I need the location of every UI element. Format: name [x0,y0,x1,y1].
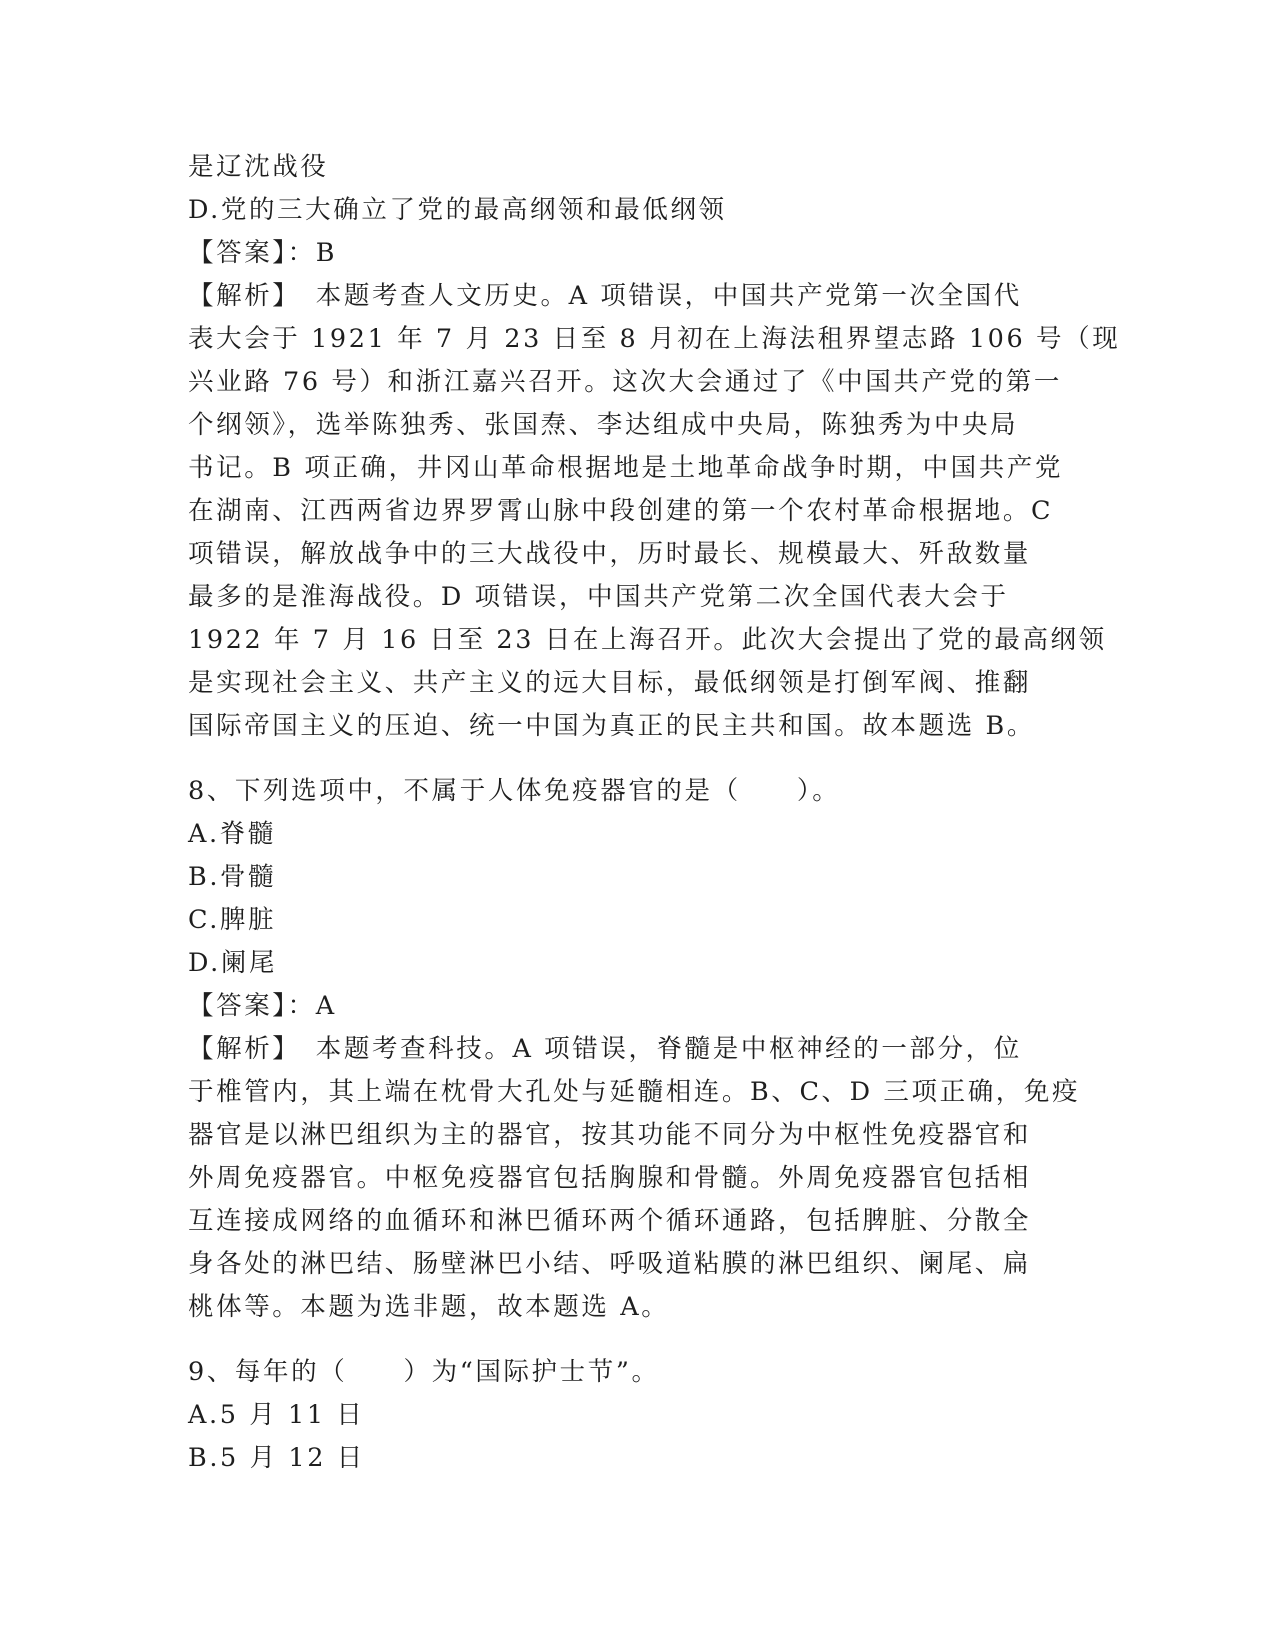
answer-line: 【答案】：A [188,991,337,1021]
option-d: D.党的三大确立了党的最高纲领和最低纲领 [188,195,727,225]
explanation-line: 在湖南、江西两省边界罗霄山脉中段创建的第一个农村革命根据地。C [188,496,1054,526]
explanation-line: 桃体等。本题为选非题，故本题选 A。 [188,1292,670,1322]
explanation-line: 器官是以淋巴组织为主的器官，按其功能不同分为中枢性免疫器官和 [188,1120,1032,1150]
explanation-line: 兴业路 76 号）和浙江嘉兴召开。这次大会通过了《中国共产党的第一 [188,367,1062,397]
explanation-line: 身各处的淋巴结、肠壁淋巴小结、呼吸道粘膜的淋巴组织、阑尾、扁 [188,1249,1032,1279]
explanation-line: 表大会于 1921 年 7 月 23 日至 8 月初在上海法租界望志路 106 号（现 [188,324,1121,354]
option-d: D.阑尾 [188,948,278,978]
question-9: 9、每年的（ ）为“国际护士节”。 [188,1357,660,1387]
explanation-line: 书记。B 项正确，井冈山革命根据地是土地革命战争时期，中国共产党 [188,453,1064,483]
explanation-line: 1922 年 7 月 16 日至 23 日在上海召开。此次大会提出了党的最高纲领 [188,625,1107,655]
explanation-line: 个纲领》，选举陈独秀、张国焘、李达组成中央局，陈独秀为中央局 [188,410,1019,440]
option-b: B.骨髓 [188,862,277,892]
explanation-line: 于椎管内，其上端在枕骨大孔处与延髓相连。B、C、D 三项正确，免疫 [188,1077,1081,1107]
option-a: A.5 月 11 日 [188,1400,365,1430]
question-8: 8、下列选项中，不属于人体免疫器官的是（ ）。 [188,776,841,806]
explanation-line: 最多的是淮海战役。D 项错误，中国共产党第二次全国代表大会于 [188,582,1009,612]
answer-line: 【答案】：B [188,238,338,268]
document-page [188,146,1121,1480]
option-b: B.5 月 12 日 [188,1443,365,1473]
option-c: C.脾脏 [188,905,277,935]
explanation-line: 项错误，解放战争中的三大战役中，历时最长、规模最大、歼敌数量 [188,539,1032,569]
explanation-line: 【解析】 本题考查人文历史。A 项错误，中国共产党第一次全国代 [188,281,1022,311]
explanation-line: 外周免疫器官。中枢免疫器官包括胸腺和骨髓。外周免疫器官包括相 [188,1163,1032,1193]
text-line: 是辽沈战役 [188,152,329,182]
explanation-line: 是实现社会主义、共产主义的远大目标，最低纲领是打倒军阀、推翻 [188,668,1032,698]
explanation-line: 互连接成网络的血循环和淋巴循环两个循环通路，包括脾脏、分散全 [188,1206,1032,1236]
explanation-line: 国际帝国主义的压迫、统一中国为真正的民主共和国。故本题选 B。 [188,711,1035,741]
paragraph-gap [188,748,1088,770]
option-a: A.脊髓 [188,819,276,849]
explanation-line: 【解析】 本题考查科技。A 项错误，脊髓是中枢神经的一部分，位 [188,1034,1022,1064]
paragraph-gap [188,1329,1088,1351]
